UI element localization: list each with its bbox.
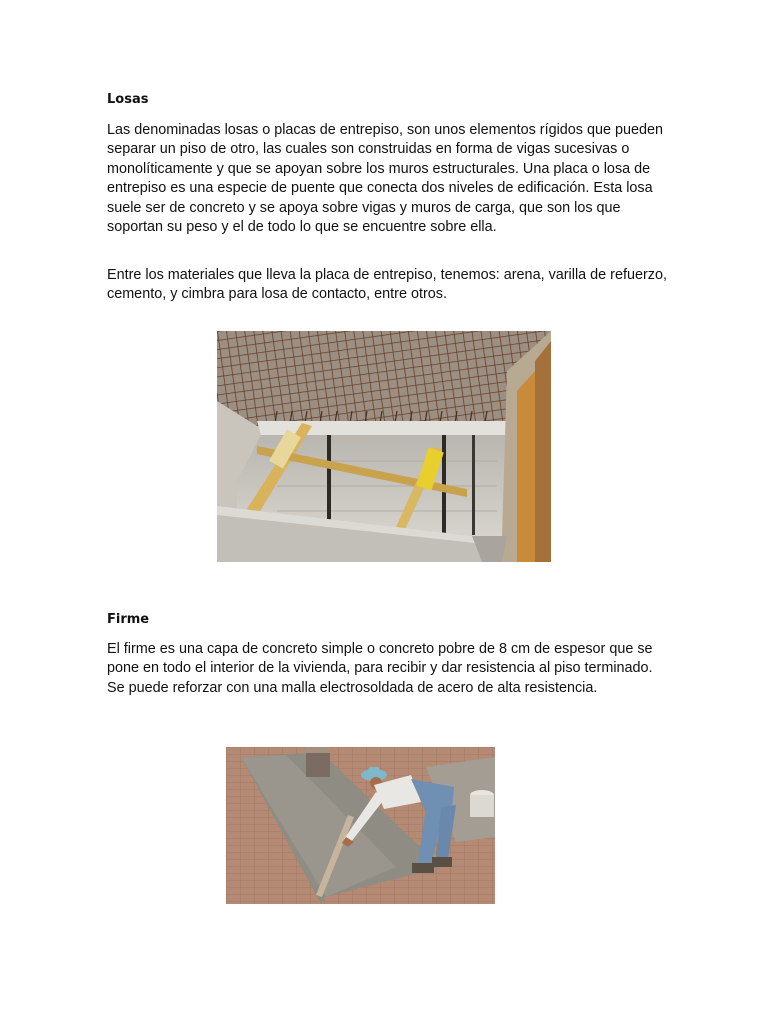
firme-paragraph-1: El firme es una capa de concreto simple o concreto pobre de 8 cm de espesor que se pone en todo el interior de la vivienda, para recibir y dar resistencia al piso terminado. Se puede reforzar con una malla electrosoldada de acero de alta resistencia. (107, 641, 653, 696)
losas-paragraph-1: Las denominadas losas o placas de entrepiso, son unos elementos rígidos que pueden separar un piso de otro, las cuales son construidas en forma de vigas sucesivas o monolíticamente y que se apoyan sobre los muros estructurales. Una placa o losa de entrepiso es una especie de puente que conecta dos niveles de edificación. Esta losa suele ser de concreto y se apoya sobre vigas y muros de carga, que son los que soportan su peso y el de todo lo que se encuentre sobre ella. (107, 122, 664, 236)
slab-construction-photo (217, 331, 551, 562)
section-heading-firme: Firme (107, 612, 150, 627)
concrete-leveling-photo (226, 747, 495, 904)
section-heading-losas: Losas (107, 92, 149, 107)
losas-paragraph-2: Entre los materiales que lleva la placa de entrepiso, tenemos: arena, varilla de refuerzo, cemento, y cimbra para losa de contacto, entre otros. (107, 267, 667, 303)
